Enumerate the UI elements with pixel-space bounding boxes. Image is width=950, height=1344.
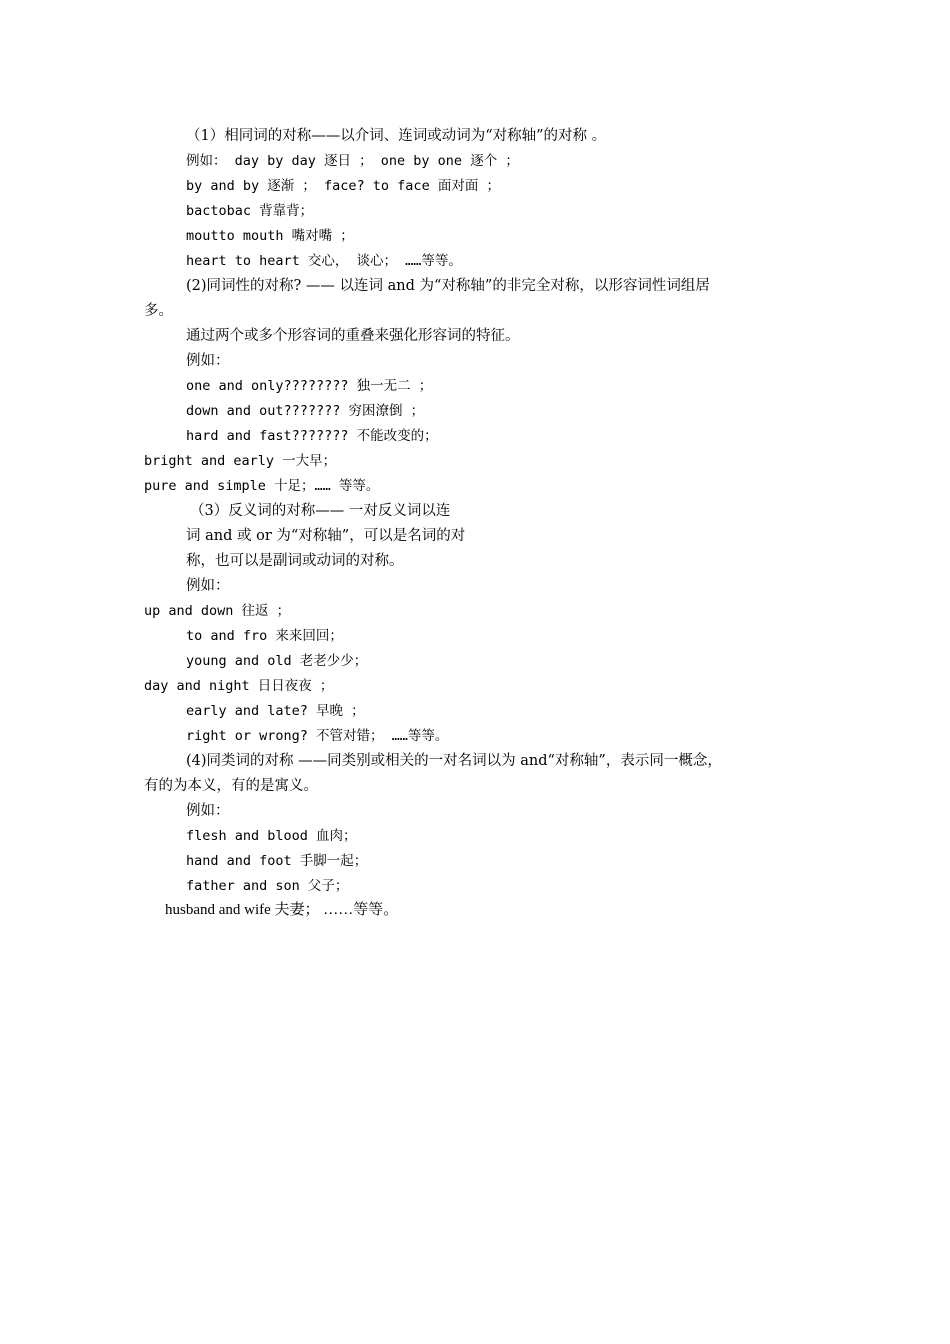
example-line: flesh and blood 血肉； xyxy=(186,828,357,844)
example-line: by and by 逐渐 ； face? to face 面对面 ； xyxy=(186,178,500,194)
example-label: 例如： xyxy=(186,353,230,369)
example-label: 例如： xyxy=(186,578,230,594)
example-line: hard and fast??????? 不能改变的； xyxy=(186,428,438,444)
example-line: pure and simple 十足；…… 等等。 xyxy=(144,478,380,494)
example-line: to and fro 来来回回； xyxy=(186,628,343,644)
example-line: 例如： day by day 逐日 ； one by one 逐个 ； xyxy=(186,153,519,169)
example-label: 例如： xyxy=(186,803,230,819)
example-line: bactobac 背靠背； xyxy=(186,203,314,219)
section-3-heading-continued: 称，也可以是副词或动词的对称。 xyxy=(186,553,404,569)
example-line: one and only???????? 独一无二 ； xyxy=(186,378,433,394)
example-line: husband and wife 夫妻； ……等等。 xyxy=(165,902,399,918)
example-line: young and old 老老少少； xyxy=(186,653,368,669)
section-4-heading-continued: 有的为本义，有的是寓义。 xyxy=(144,778,318,794)
section-2-heading-continued: 多。 xyxy=(144,303,173,319)
example-line: down and out??????? 穷困潦倒 ； xyxy=(186,403,425,419)
example-line: father and son 父子； xyxy=(186,878,349,894)
section-4-heading: (4)同类词的对称 ——同类别或相关的一对名词以为 and“对称轴”，表示同一概念， xyxy=(186,753,722,769)
example-line: bright and early 一大早； xyxy=(144,453,337,469)
section-2-heading: (2)同词性的对称? —— 以连词 and 为“对称轴”的非完全对称，以形容词性词组居 xyxy=(186,278,710,294)
section-3-heading: （3）反义词的对称—— 一对反义词以连 xyxy=(190,503,451,519)
section-1-heading: （1）相同词的对称——以介词、连词或动词为“对称轴”的对称 。 xyxy=(186,128,607,144)
example-line: moutto mouth 嘴对嘴 ； xyxy=(186,228,354,244)
example-line: heart to heart 交心， 谈心； ……等等。 xyxy=(186,253,462,269)
section-2-description: 通过两个或多个形容词的重叠来强化形容词的特征。 xyxy=(186,328,520,344)
section-3-heading-continued: 词 and 或 or 为“对称轴”，可以是名词的对 xyxy=(186,528,466,544)
example-line: hand and foot 手脚一起； xyxy=(186,853,368,869)
example-line: right or wrong? 不管对错； ……等等。 xyxy=(186,728,449,744)
example-line: up and down 往返 ； xyxy=(144,603,291,619)
example-line: day and night 日日夜夜 ； xyxy=(144,678,334,694)
example-line: early and late? 早晚 ； xyxy=(186,703,365,719)
